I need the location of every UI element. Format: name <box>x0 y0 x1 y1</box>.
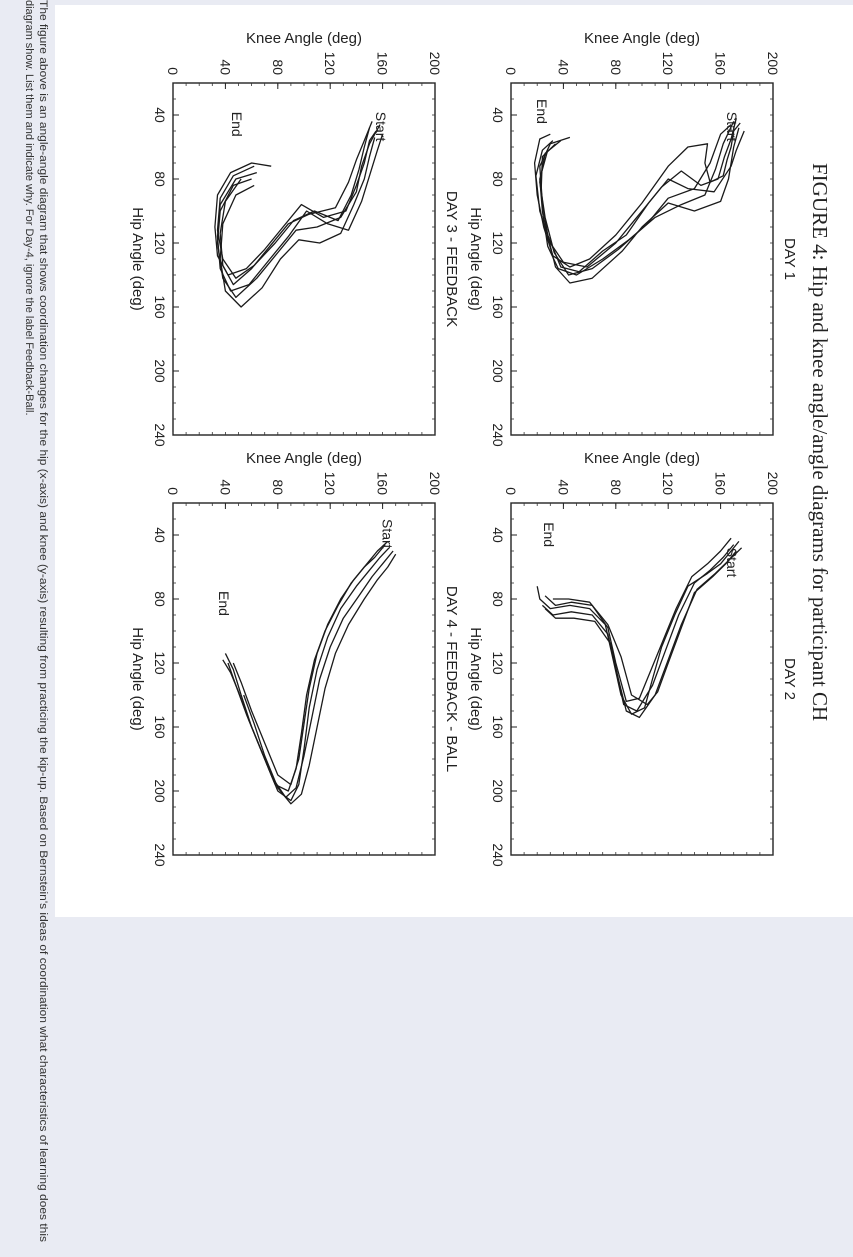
y-tick-label: 80 <box>269 479 286 495</box>
question-rotated-group <box>23 0 49 1243</box>
y-tick-label: 40 <box>555 59 572 75</box>
x-tick-label: 240 <box>152 423 168 447</box>
chart-title: DAY 3 - FEEDBACK <box>443 190 460 328</box>
x-tick-label: 40 <box>490 107 506 123</box>
charts-root <box>129 30 798 867</box>
series-line-2 <box>218 128 370 278</box>
figure-title <box>808 163 832 721</box>
x-tick-label: 120 <box>490 651 506 675</box>
series-line-1 <box>537 541 739 714</box>
series-line-1 <box>215 131 376 275</box>
annotation-start: Start <box>379 519 396 549</box>
x-axis-label: Hip Angle (deg) <box>129 207 146 311</box>
annotation-start: Start <box>724 111 741 142</box>
x-tick-label: 200 <box>490 359 506 383</box>
y-tick-label: 120 <box>322 51 339 75</box>
chart-3 <box>129 30 460 447</box>
series-line-4 <box>218 125 381 298</box>
y-axis-label: Knee Angle (deg) <box>584 30 700 47</box>
annotation-end: End <box>215 591 232 616</box>
x-tick-label: 120 <box>490 231 506 255</box>
y-tick-label: 120 <box>660 471 677 495</box>
series-line-1 <box>535 123 741 267</box>
y-tick-label: 0 <box>503 67 519 75</box>
x-tick-label: 200 <box>490 779 506 803</box>
y-tick-label: 120 <box>660 51 677 75</box>
x-tick-label: 160 <box>152 715 168 739</box>
figure-title-text: Hip and knee angle/angle diagrams for participant CH <box>808 260 832 722</box>
annotation-end: End <box>228 111 245 137</box>
x-tick-label: 120 <box>152 231 168 255</box>
x-tick-label: 120 <box>152 651 168 675</box>
question-line-2: diagram show. List them and indicate why. For Day-4, ignore the label Feedback-Ball. <box>23 0 35 416</box>
y-tick-label: 0 <box>165 487 181 495</box>
y-tick-label: 120 <box>322 471 339 495</box>
chart-title: DAY 4 - FEEDBACK - BALL <box>443 585 460 773</box>
series-line-5 <box>233 541 388 784</box>
annotation-end: End <box>540 522 557 548</box>
series-line-1 <box>225 548 389 801</box>
x-tick-label: 40 <box>490 527 506 543</box>
question-svg <box>2 0 52 1257</box>
y-tick-label: 200 <box>427 51 443 75</box>
x-tick-label: 200 <box>152 779 168 803</box>
x-tick-label: 240 <box>490 423 506 447</box>
series-line-2 <box>542 545 733 711</box>
y-tick-label: 160 <box>374 471 391 495</box>
x-axis-label: Hip Angle (deg) <box>129 627 146 731</box>
series-line-6 <box>540 125 731 275</box>
y-tick-label: 40 <box>217 479 234 495</box>
question-line-1: The figure above is an angle-angle diagram that shows coordination changes for the hip (x-axis) and knee (y-axis) resulting from practicing the kip-up. Based on Bernstein's ideas of coordination what characteristics of learning does this <box>37 0 49 1141</box>
x-tick-label: 200 <box>152 359 168 383</box>
y-tick-label: 200 <box>765 51 781 75</box>
y-tick-label: 200 <box>765 471 781 495</box>
annotation-start: Start <box>724 547 741 578</box>
x-tick-label: 80 <box>152 171 168 187</box>
y-tick-label: 160 <box>712 51 729 75</box>
x-axis-label: Hip Angle (deg) <box>467 207 484 311</box>
chart-title: DAY 1 <box>781 238 798 280</box>
x-tick-label: 80 <box>152 591 168 607</box>
plot-frame <box>173 83 435 435</box>
x-tick-label: 40 <box>152 527 168 543</box>
y-axis-label: Knee Angle (deg) <box>584 450 700 467</box>
y-tick-label: 0 <box>165 67 181 75</box>
chart-title: DAY 2 <box>781 658 798 700</box>
y-tick-label: 160 <box>374 51 391 75</box>
y-axis-label: Knee Angle (deg) <box>246 450 362 467</box>
x-tick-label: 160 <box>490 295 506 319</box>
annotation-start: Start <box>373 111 390 142</box>
figure-panel <box>55 5 853 917</box>
chart-1 <box>467 30 798 447</box>
y-tick-label: 200 <box>427 471 443 495</box>
annotation-end: End <box>534 99 551 124</box>
y-tick-label: 80 <box>607 479 624 495</box>
series-line-5 <box>553 551 736 705</box>
chart-4 <box>129 450 460 867</box>
y-tick-label: 40 <box>217 59 234 75</box>
y-tick-label: 40 <box>555 479 572 495</box>
x-tick-label: 240 <box>490 843 506 867</box>
y-axis-label: Knee Angle (deg) <box>246 30 362 47</box>
x-tick-label: 80 <box>490 591 506 607</box>
x-tick-label: 160 <box>490 715 506 739</box>
series-line-3 <box>545 548 742 718</box>
y-tick-label: 80 <box>607 59 624 75</box>
chart-2 <box>467 450 798 867</box>
rotated-figure-group <box>129 30 832 867</box>
x-tick-label: 40 <box>152 107 168 123</box>
x-tick-label: 80 <box>490 171 506 187</box>
series-line-4 <box>545 538 731 701</box>
y-tick-label: 160 <box>712 471 729 495</box>
y-tick-label: 0 <box>503 487 519 495</box>
figure-svg <box>55 5 853 917</box>
x-tick-label: 160 <box>152 295 168 319</box>
question-area <box>2 0 52 1257</box>
y-tick-label: 80 <box>269 59 286 75</box>
x-axis-label: Hip Angle (deg) <box>467 627 484 731</box>
plot-frame <box>173 503 435 855</box>
x-tick-label: 240 <box>152 843 168 867</box>
figure-title-label: FIGURE 4: <box>808 163 832 261</box>
